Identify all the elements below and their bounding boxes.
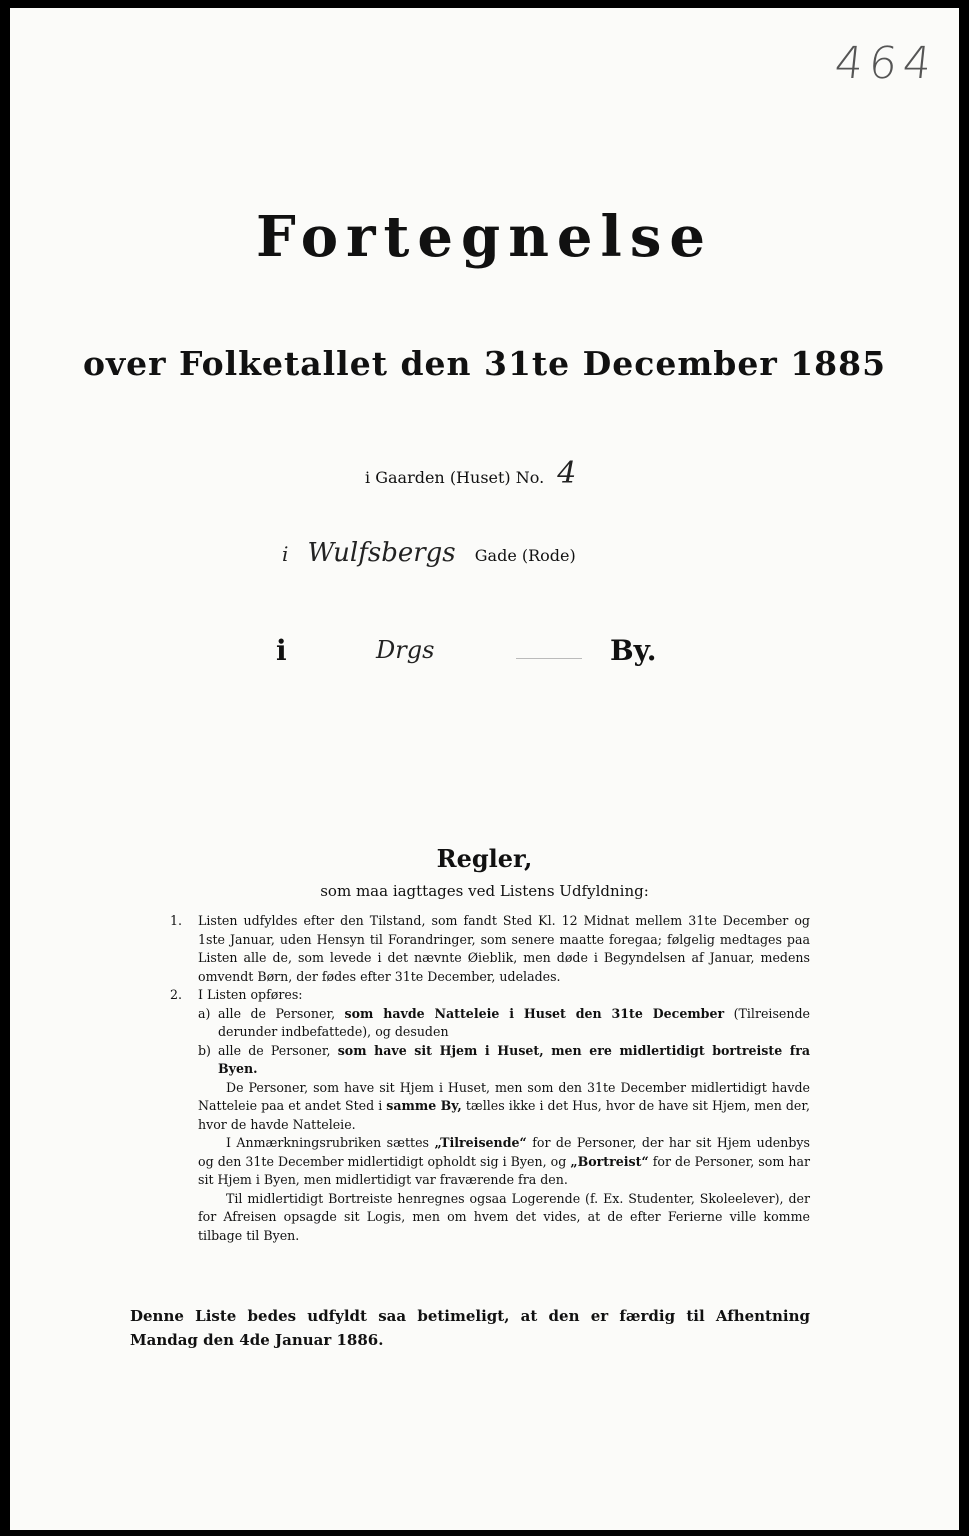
closing-note: Denne Liste bedes udfyldt saa betimeligt, at den er færdig til Afhentning Mandag den 4de Januar 1886.: [130, 1307, 810, 1349]
rule-1: [170, 912, 810, 986]
rules-subheading: som maa iagttages ved Listens Udfyldning:: [320, 882, 649, 900]
rule-2: [170, 986, 810, 1005]
rule-text: I Anmærkningsrubriken sættes: [226, 1135, 435, 1150]
rule-text: De Personer, som have sit Hjem i Huset, men som den 31te December midlertidigt havde Natteleie paa et andet Sted i: [198, 1079, 810, 1113]
rule-number: 1.: [170, 913, 183, 928]
rule-text: Til midlertidigt Bortreiste henregnes ogsaa Logerende (f. Ex. Studenter, Skoleelever), der for Afreisen opsagde sit Logis, men om hvem det vides, at de efter Ferierne ville komme tilbage til Byen.: [198, 1190, 810, 1243]
city-prefix: i: [276, 634, 287, 667]
rule-2a: [170, 1005, 810, 1042]
gaard-value: 4: [557, 456, 577, 491]
street-label: Gade (Rode): [474, 546, 576, 565]
rule-text: for de Personer, som har sit Hjem i Byen, men midlertidigt var fraværende fra den.: [198, 1153, 810, 1187]
city-label: By.: [610, 634, 657, 667]
form-title: Fortegnelse: [256, 204, 713, 270]
rules-heading: Regler,: [436, 844, 533, 873]
form-subtitle: over Folketallet den 31te December 1885: [82, 344, 887, 383]
rule-text: Listen udfyldes efter den Tilstand, som fandt Sted Kl. 12 Midnat mellem 31te December og 1ste Januar, uden Hensyn til Forandringer, som senere maatte foregaa; følgelig medtages paa Listen alle de, som levede i det nævnte Øieblik, men døde i Begyndelsen af Januar, medens omvendt Børn, der fødes efter 31te December, udelades.: [198, 913, 810, 984]
rules-list: [170, 912, 810, 1245]
street-field: [282, 538, 576, 568]
rule-text: (Tilreisende derunder indbefattede), og desuden: [218, 1005, 810, 1039]
city-value: Drgs: [376, 636, 435, 664]
street-value: Wulfsbergs: [307, 538, 456, 568]
rule-paragraph-3: [170, 1190, 810, 1246]
rule-text: I Listen opføres:: [198, 987, 303, 1002]
rule-paragraph-1: [170, 1079, 810, 1135]
rule-2b: [170, 1042, 810, 1079]
page-number: 464: [832, 38, 940, 89]
sub-label: a): [198, 1005, 211, 1021]
rule-paragraph-2: [170, 1134, 810, 1190]
city-underline: [516, 658, 582, 659]
rule-text: tælles ikke i det Hus, hvor de have sit Hjem, men der, hvor de havde Natteleie.: [198, 1098, 810, 1132]
census-form-page: [10, 8, 959, 1530]
gaard-field: [365, 456, 576, 491]
street-prefix: i: [282, 542, 289, 566]
city-field: [276, 634, 656, 667]
rule-emphasis: som have sit Hjem i Huset, men ere midlertidigt bortreiste fra Byen.: [218, 1042, 810, 1076]
rule-number: 2.: [170, 987, 183, 1002]
rule-emphasis: „Tilreisende“: [434, 1135, 527, 1150]
rule-emphasis: som havde Natteleie i Huset den 31te December: [344, 1005, 725, 1021]
rule-text: alle de Personer,: [218, 1005, 345, 1021]
rule-text: alle de Personer,: [218, 1042, 338, 1058]
rule-emphasis: samme By,: [386, 1098, 462, 1113]
gaard-label: i Gaarden (Huset) No.: [365, 468, 545, 487]
rule-emphasis: „Bortreist“: [570, 1153, 649, 1169]
rule-text: for de Personer, der har sit Hjem udenbys og den 31te December midlertidigt opholdt sig i Byen, og: [198, 1135, 810, 1169]
sub-label: b): [198, 1042, 211, 1058]
